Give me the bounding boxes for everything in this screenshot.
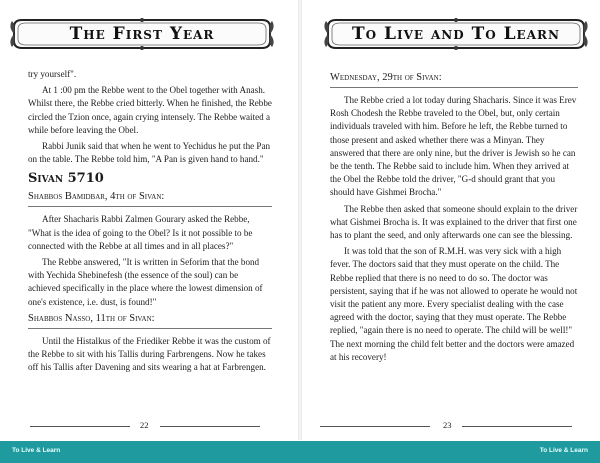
paragraph: After Shacharis Rabbi Zalmen Gourary asked the Rebbe, "What is the idea of going to the Obel? Is it not possible to be connected with the Rebbe at all times and in all places?" (28, 214, 253, 251)
right-header-banner (322, 17, 590, 51)
entry-heading: Wednesday, 29th of Sivan: (330, 72, 442, 83)
paragraph: try yourself". (28, 69, 77, 79)
paragraph: It was told that the son of R.M.H. was very sick with a high fever. The doctors said that they must operate on the child. The Rebbe replied that there is no need to do so. The doctor was persistent, saying that if he was not allowed to operate he would not visit the patient any more. Every specialist dealing with the case agreed with the doctor, saying that they must operate. The Rebbe replied, "again there is no need to operate. The child will be well!" The next morning the child felt better and the doctors were amazed at his recovery! (330, 246, 578, 362)
page-number: 22 (140, 420, 149, 430)
left-header-banner (8, 17, 276, 51)
left-page (0, 0, 290, 440)
paragraph: The Rebbe then asked that someone should explain to the driver what Gishmei Brocha is. It was explained to the driver that first one has to plant the seed, and only afterwards one can see the blessing. (330, 203, 578, 241)
left-page-number-row (0, 420, 290, 432)
footer-bar (0, 441, 600, 463)
heading-divider (28, 206, 272, 207)
paragraph: Until the Histalkus of the Friediker Rebbe it was the custom of the Rebbe to sit with his Tallis during Farbrengens. Now he takes off his Tallis after Davening and sits wearing a hat at Farbrengen. (28, 335, 271, 373)
entry-heading: Shabbos Nasso, 11th of Sivan: (28, 312, 155, 324)
paragraph: The Rebbe answered, "It is written in Seforim that the bond with Yechida Shebinefesh (the essence of the soul) can be achieved specifically in the place where the lowest dimension of one's existence, i.e. dust, is found!" (28, 257, 263, 307)
left-page-body (28, 68, 272, 377)
page-number-rule (462, 426, 572, 427)
paragraph: The Rebbe cried a lot today during Shacharis. Since it was Erev Rosh Chodesh the Rebbe traveled to the Obel, but, only certain individuals traveled with him. Before he left, the Rebbe turned to those present and asked whether there was a Minyan. They answered that there are only nine, but the driver is Jewish so he can be the tenth. The Rebbe said to include him. When they arrived at the Obel the Rebbe told the driver, "G-d should grant that you should have Gishmei Brocha." (330, 95, 577, 198)
right-page-body (330, 68, 578, 367)
entry-heading: Shabbos Bamidbar, 4th of Sivan: (28, 191, 165, 203)
footer-right-label: To Live & Learn (539, 447, 588, 454)
right-page (300, 0, 590, 440)
right-page-header-title: To Live and To Learn (352, 24, 560, 44)
paragraph: At 1 :00 pm the Rebbe went to the Obel together with Anash. Whilst there, the Rebbe cried bitterly. When he finished, the Rebbe circled the Tzion once, again crying intensely. The Rebbe waited a while before leaving the Obel. (28, 85, 272, 135)
paragraph: Rabbi Junik said that when he went to Yechidus he put the Pan on the table. The Rebbe told him, "A Pan is given hand to hand." (28, 141, 271, 165)
left-page-header-title: The First Year (69, 24, 215, 44)
page-number-rule (320, 426, 430, 427)
right-page-number-row (300, 420, 590, 432)
section-title: Sivan 5710 (28, 171, 104, 187)
heading-divider (330, 87, 578, 88)
page-number-rule (30, 426, 130, 427)
page-number: 23 (443, 420, 452, 430)
page-number-rule (160, 426, 260, 427)
heading-divider (28, 328, 272, 329)
footer-left-label: To Live & Learn (12, 447, 61, 454)
